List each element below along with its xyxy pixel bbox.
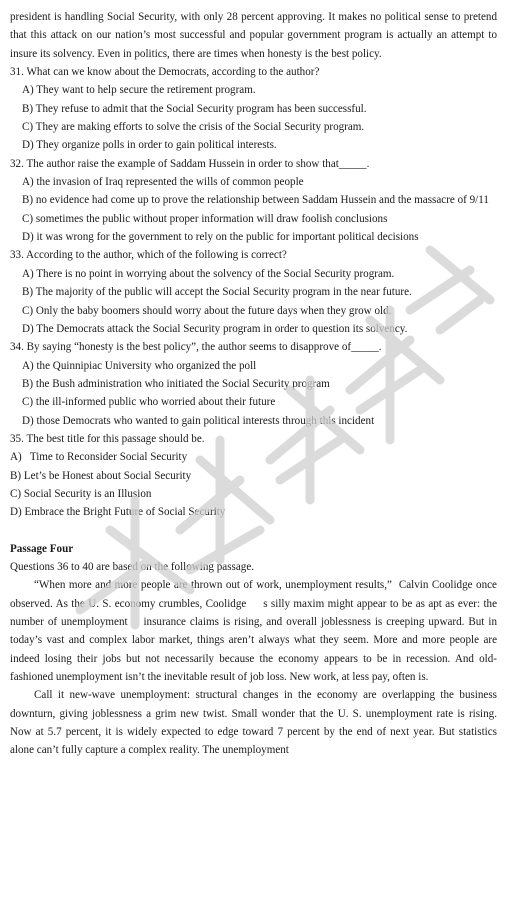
option-a: A) Time to Reconsider Social Security [10,451,188,464]
question-stem: 35. The best title for this passage should be. [10,432,205,445]
intro-paragraph: president is handling Social Security, with only 28 percent approving. It makes no political sense to pretend that this attack on our nation’s most successful and popular government program is actually an attempt to insure its solvency. Even in politics, there are times when honesty is the best policy. [10,11,497,60]
option-a: A) There is no point in worrying about the solvency of the Social Security program. [22,267,395,280]
option-b: B) Let’s be Honest about Social Security [10,469,192,482]
option-d: D) it was wrong for the government to rely on the public for important political decisions [22,231,419,244]
question-35 [10,430,497,522]
option-a: A) the invasion of Iraq represented the wills of common people [22,176,304,189]
question-stem: 34. By saying “honesty is the best policy”, the author seems to disapprove of_____. [10,341,382,354]
passage-paragraph-1: “When more and more people are thrown out of work, unemployment results,” Calvin Coolidge once observed. As the U. S. economy crumbles, Coolidge s silly maxim might appear to be as apt as ever: the number of unemployment insurance claims is rising, and overall joblessness is creeping upward. But in today’s vast and complex labor market, things aren’t always what they seem. More and more people are indeed losing their jobs but not necessarily because the economy appears to be in recession. And old-fashioned unemployment isn’t the inevitable result of job loss. New work, at less pay, often is. [10,579,500,684]
question-stem: 32. The author raise the example of Saddam Hussein in order to show that_____. [10,157,370,170]
option-d: D) The Democrats attack the Social Security program in order to question its solvency. [22,322,408,335]
option-b: B) The majority of the public will accept the Social Security program in the near future. [22,286,412,299]
question-32 [10,155,497,247]
question-34 [10,338,497,430]
option-c: C) Social Security is an Illusion [10,487,152,500]
option-b: B) no evidence had come up to prove the relationship between Saddam Hussein and the massacre of 9/11 [22,194,489,207]
question-stem: 33. According to the author, which of the following is correct? [10,249,287,262]
option-d: D) They organize polls in order to gain political interests. [22,139,277,152]
passage-instruction: Questions 36 to 40 are based on the following passage. [10,560,255,573]
option-d: D) those Democrats who wanted to gain political interests through this incident [22,414,375,427]
question-31 [10,63,497,155]
question-stem: 31. What can we know about the Democrats, according to the author? [10,66,320,79]
option-d: D) Embrace the Bright Future of Social Security [10,506,226,519]
passage-paragraph-2: Call it new-wave unemployment: structural changes in the economy are overlapping the business downturn, giving joblessness a grim new twist. Small wonder that the U. S. unemployment rate is rising. Now at 5.7 percent, it is widely expected to edge toward 7 percent by the end of next year. But statistics alone can’t fully capture a complex reality. The unemployment [10,689,497,757]
option-c: C) the ill-informed public who worried about their future [22,396,276,409]
option-a: A) the Quinnipiac University who organized the poll [22,359,257,372]
option-b: B) the Bush administration who initiated the Social Security program [22,377,330,390]
option-c: C) Only the baby boomers should worry about the future days when they grow old. [22,304,392,317]
option-b: B) They refuse to admit that the Social Security program has been successful. [22,102,367,115]
option-a: A) They want to help secure the retirement program. [22,84,256,97]
section-spacer [10,522,497,540]
passage-title: Passage Four [10,542,74,555]
question-33 [10,246,497,338]
option-c: C) They are making efforts to solve the crisis of the Social Security program. [22,121,365,134]
document-page [10,8,500,760]
option-c: C) sometimes the public without proper information will draw foolish conclusions [22,212,388,225]
